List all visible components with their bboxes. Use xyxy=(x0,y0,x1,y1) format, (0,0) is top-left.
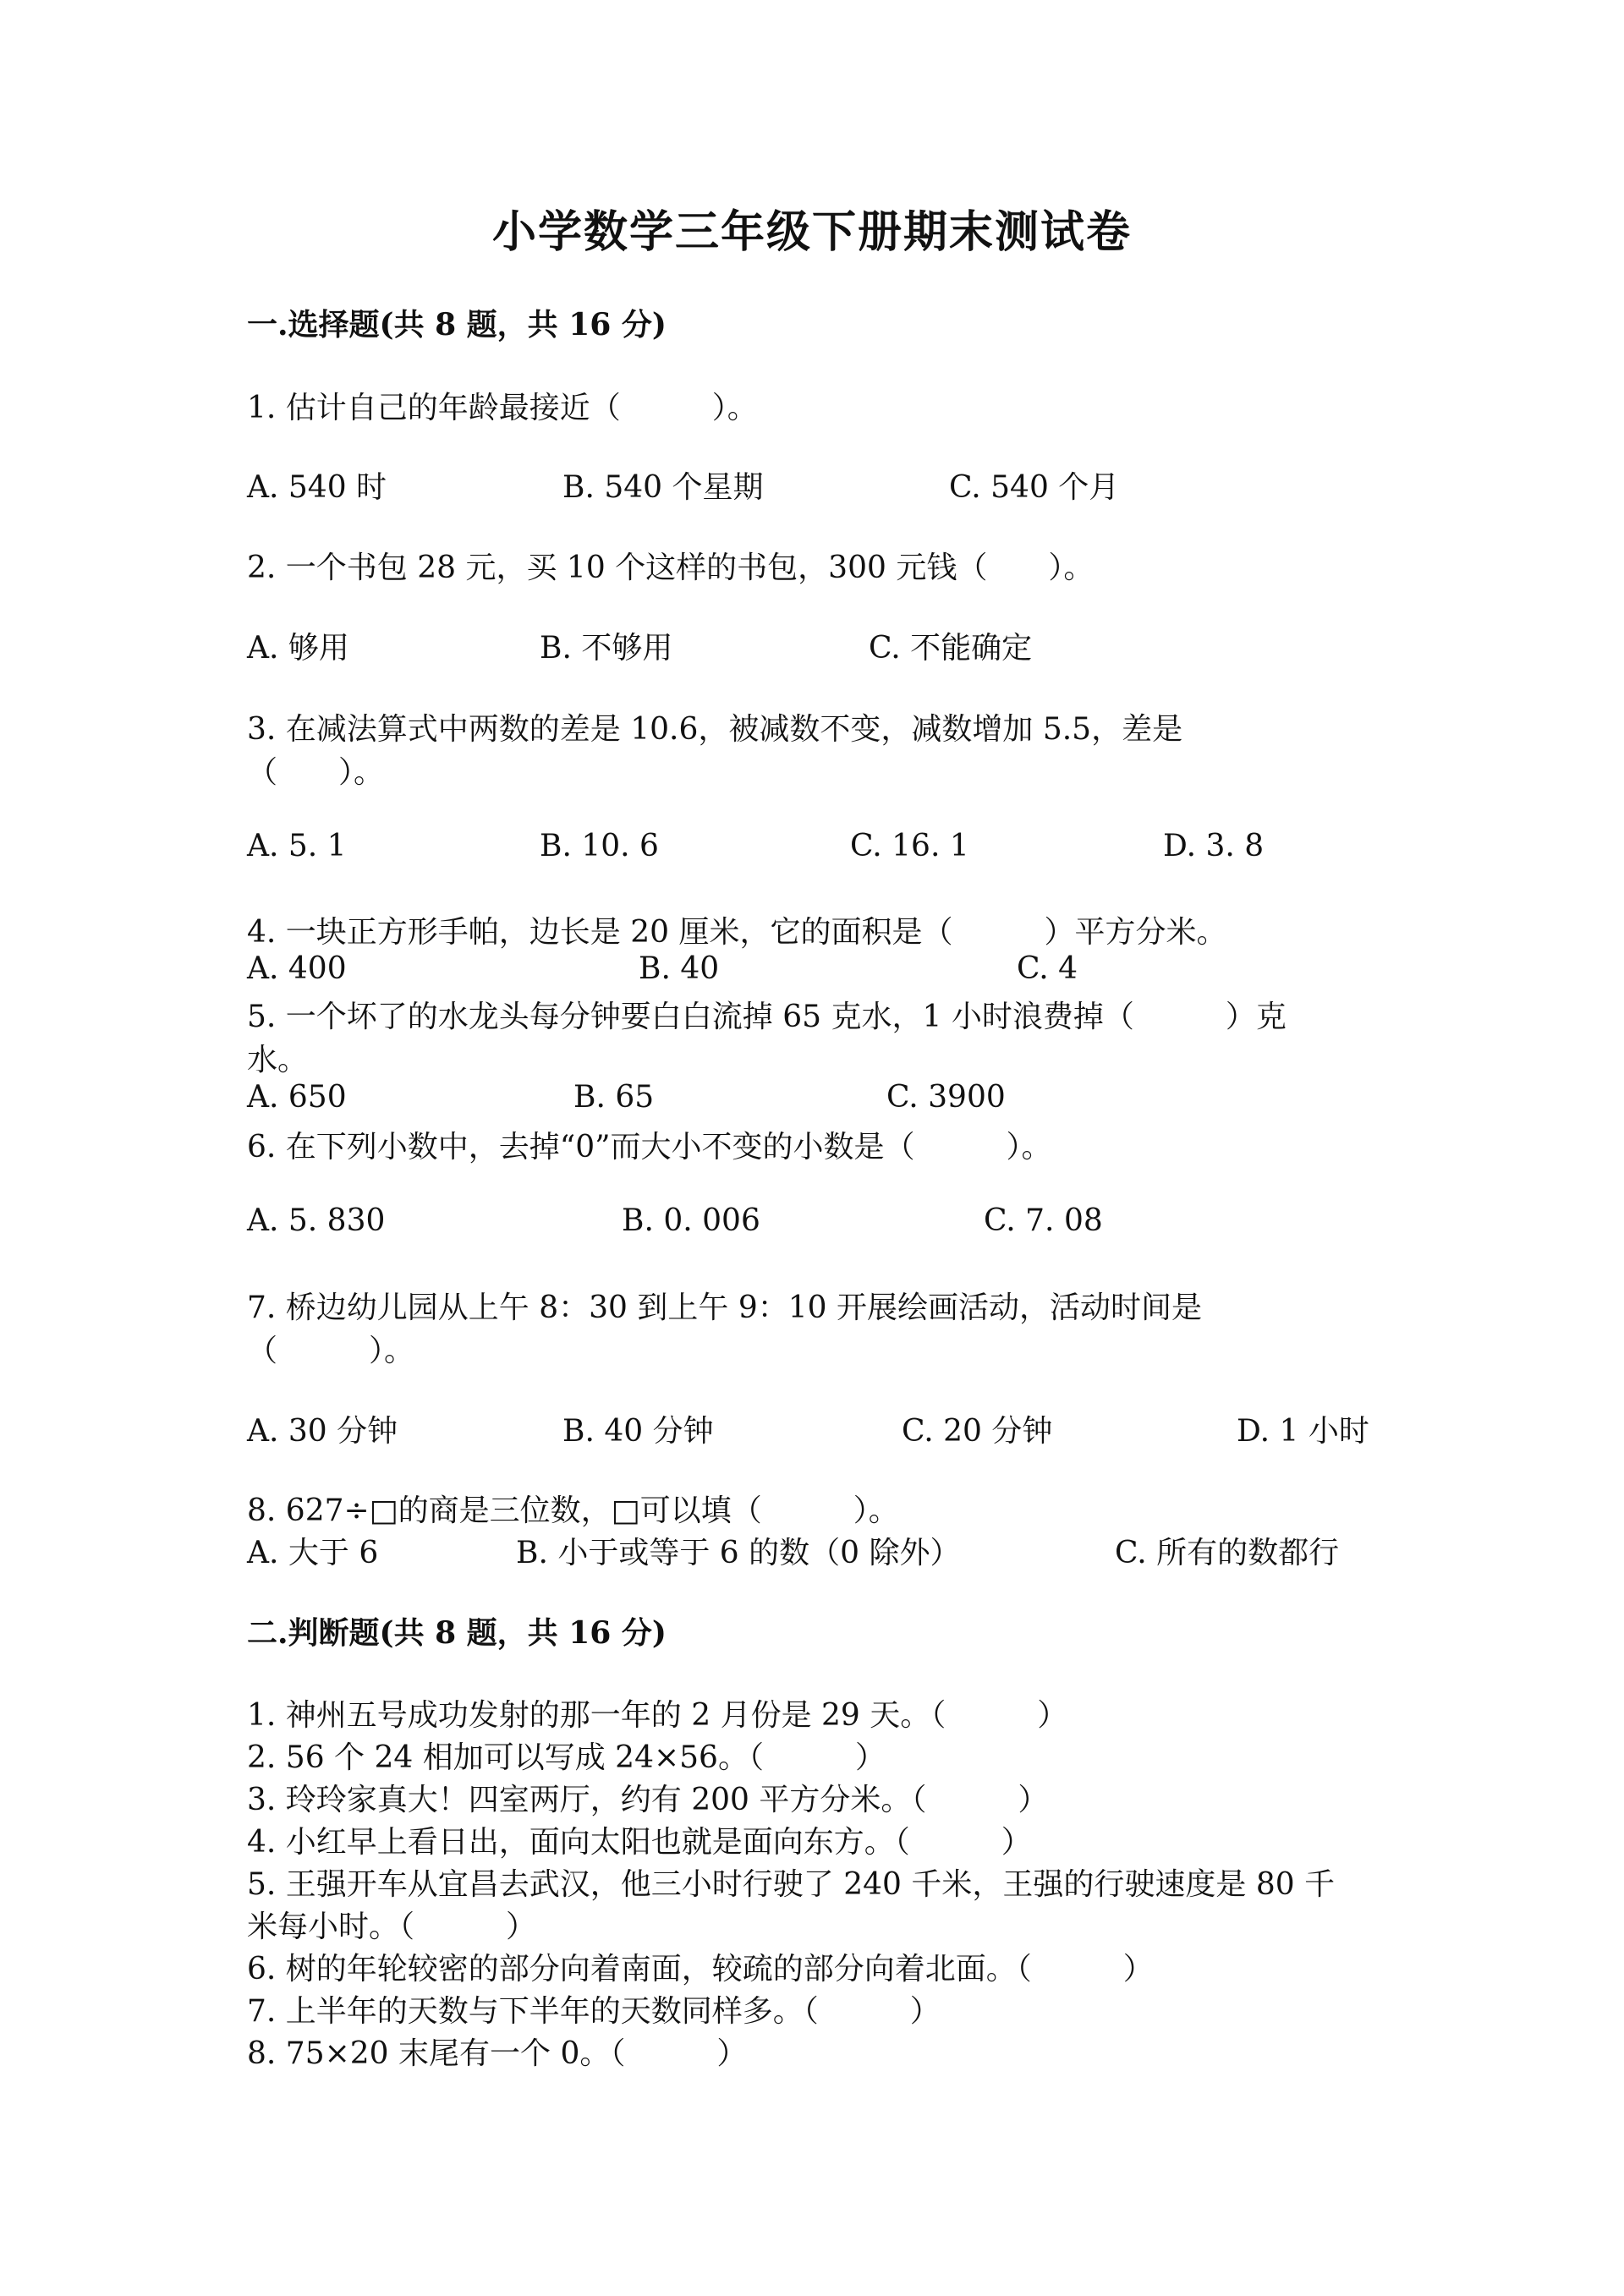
question-7-option-d: D. 1 小时 xyxy=(1237,1414,1369,1449)
question-1-option-c: C. 540 个月 xyxy=(949,470,1120,505)
question-7-stem-line-1: 7. 桥边幼儿园从上午 8：30 到上午 9：10 开展绘画活动，活动时间是 xyxy=(247,1290,1202,1325)
question-4-option-a: A. 400 xyxy=(247,951,347,986)
question-6-option-b: B. 0. 006 xyxy=(622,1203,760,1238)
question-5-option-c: C. 3900 xyxy=(886,1080,1006,1115)
question-3-option-a: A. 5. 1 xyxy=(247,829,347,863)
question-7-option-a: A. 30 分钟 xyxy=(247,1414,398,1449)
question-4-option-b: B. 40 xyxy=(639,951,720,986)
question-6-option-c: C. 7. 08 xyxy=(984,1203,1103,1238)
question-1-stem: 1. 估计自己的年龄最接近（ ）。 xyxy=(247,391,758,425)
question-3-stem-line-2: （ ）。 xyxy=(247,755,385,790)
judgement-5-line-2: 米每小时。（ ） xyxy=(247,1910,537,1944)
question-3-option-c: C. 16. 1 xyxy=(850,829,969,863)
question-1-option-b: B. 540 个星期 xyxy=(562,470,764,505)
question-6-stem: 6. 在下列小数中，去掉“0”而大小不变的小数是（ ）。 xyxy=(247,1130,1052,1164)
judgement-4: 4. 小红早上看日出，面向太阳也就是面向东方。（ ） xyxy=(247,1825,1032,1860)
question-3-stem-line-1: 3. 在减法算式中两数的差是 10.6，被减数不变，减数增加 5.5，差是 xyxy=(247,712,1183,747)
question-5-stem-line-2: 水。 xyxy=(247,1043,309,1077)
question-8-option-c: C. 所有的数都行 xyxy=(1115,1536,1340,1570)
judgement-3: 3. 玲玲家真大！四室两厅，约有 200 平方分米。（ ） xyxy=(247,1783,1049,1817)
question-5-stem-line-1: 5. 一个坏了的水龙头每分钟要白白流掉 65 克水，1 小时浪费掉（ ）克 xyxy=(247,1000,1287,1034)
question-3-option-d: D. 3. 8 xyxy=(1163,829,1265,863)
question-8-option-a: A. 大于 6 xyxy=(247,1536,379,1570)
question-8-option-b: B. 小于或等于 6 的数（0 除外） xyxy=(516,1536,961,1570)
judgement-5-line-1: 5. 王强开车从宜昌去武汉，他三小时行驶了 240 千米，王强的行驶速度是 80 千 xyxy=(247,1867,1336,1902)
section-heading-choice: 一.选择题(共 8 题，共 16 分) xyxy=(247,307,667,342)
question-2-stem: 2. 一个书包 28 元，买 10 个这样的书包，300 元钱（ ）。 xyxy=(247,551,1095,585)
judgement-8: 8. 75×20 末尾有一个 0。（ ） xyxy=(247,2036,748,2071)
question-2-option-c: C. 不能确定 xyxy=(869,631,1033,666)
question-5-option-b: B. 65 xyxy=(573,1080,655,1115)
section-heading-judgement: 二.判断题(共 8 题，共 16 分) xyxy=(247,1615,667,1651)
question-7-option-b: B. 40 分钟 xyxy=(562,1414,714,1449)
judgement-6: 6. 树的年轮较密的部分向着南面，较疏的部分向着北面。（ ） xyxy=(247,1952,1154,1986)
question-6-option-a: A. 5. 830 xyxy=(247,1203,386,1238)
question-2-option-b: B. 不够用 xyxy=(540,631,673,666)
question-7-option-c: C. 20 分钟 xyxy=(902,1414,1053,1449)
question-7-stem-line-2: （ ）。 xyxy=(247,1334,415,1368)
question-8-stem: 8. 627÷□的商是三位数，□可以填（ ）。 xyxy=(247,1493,899,1528)
question-4-stem: 4. 一块正方形手帕，边长是 20 厘米，它的面积是（ ）平方分米。 xyxy=(247,915,1227,950)
judgement-2: 2. 56 个 24 相加可以写成 24×56。（ ） xyxy=(247,1740,886,1775)
question-3-option-b: B. 10. 6 xyxy=(540,829,659,863)
question-1-option-a: A. 540 时 xyxy=(247,470,387,505)
question-4-option-c: C. 4 xyxy=(1017,951,1078,986)
question-2-option-a: A. 够用 xyxy=(247,631,349,666)
judgement-1: 1. 神州五号成功发射的那一年的 2 月份是 29 天。（ ） xyxy=(247,1698,1068,1733)
question-5-option-a: A. 650 xyxy=(247,1080,347,1115)
page-title: 小学数学三年级下册期末测试卷 xyxy=(491,206,1132,258)
judgement-7: 7. 上半年的天数与下半年的天数同样多。（ ） xyxy=(247,1994,941,2029)
